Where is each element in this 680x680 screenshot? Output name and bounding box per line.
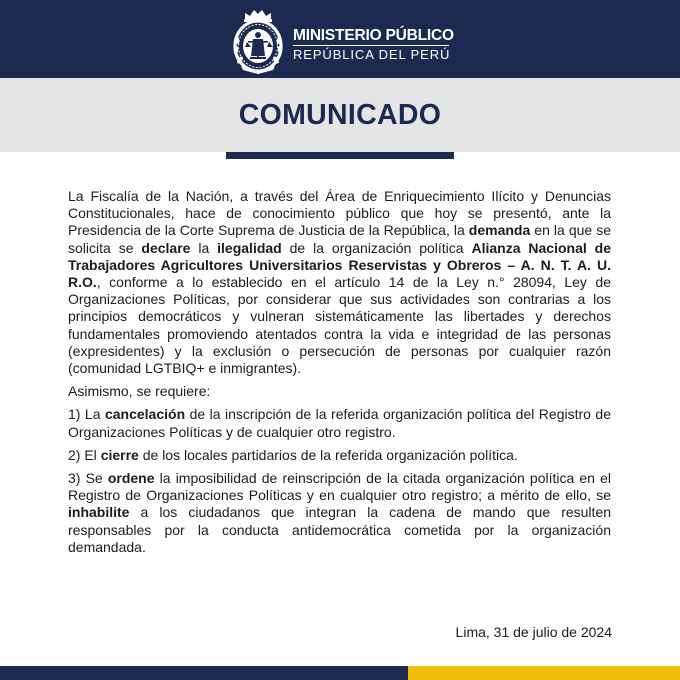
text-run: de la organización política	[281, 239, 472, 256]
organization-name: MINISTERIO PÚBLICO	[293, 27, 454, 44]
communique-body	[68, 188, 611, 562]
paragraph-request-1	[68, 406, 611, 440]
organization-name-block	[293, 27, 454, 62]
bold-text-run: cierre	[100, 446, 139, 463]
text-run: Asimismo, se requiere:	[68, 383, 211, 400]
text-run: 1) La	[68, 406, 105, 423]
text-run: La Fiscalía de la Nación, a través del Área de Enriquecimiento Ilícito y Denuncias Constitucionales, hace de conocimiento público que hoy se presentó, ante la Presidencia de la Corte Suprema de Justicia de la República, la	[68, 188, 611, 239]
bold-text-run: inhabilite	[68, 504, 130, 521]
organization-divider	[293, 45, 449, 46]
text-run: , conforme a lo establecido en el artículo 14 de la Ley n.° 28094, Ley de Organizaciones Políticas, por considerar que sus actividades son contrarias a los principios democráticos y vulneran sistemáticamente las libertades y derechos fundamentales promoviendo atentados contra la vida e integridad de las personas (expresidentes) y la exclusión o persecución de personas por cualquier razón (comunidad LGTBIQ+ e inmigrantes).	[68, 274, 611, 377]
paragraph-intro	[68, 188, 611, 377]
bold-text-run: Alianza Nacional de Trabajadores Agricultores Universitarios Reservistas y Obreros – A. N. T. A. U. R.O.	[68, 239, 611, 291]
text-run: 3) Se	[68, 470, 108, 487]
paragraph-request-intro	[68, 383, 611, 400]
text-run: a los ciudadanos que integran la cadena de mando que resulten responsables por la conducta antidemocrática cometida por la organización demandada.	[68, 504, 611, 555]
text-run: la	[190, 239, 218, 256]
page-title: COMUNICADO	[238, 99, 442, 131]
text-run: 2) El	[68, 446, 101, 463]
text-run: en la que se solicita se	[68, 222, 612, 256]
bold-text-run: declare	[141, 239, 191, 256]
title-underline	[226, 152, 454, 159]
text-run: la imposibilidad de reinscripción de la citada organización política en el Registro de Organizaciones Políticas y en cualquier otro registro; a mérito de ello, se	[68, 470, 612, 504]
bold-text-run: ilegalidad	[217, 239, 282, 256]
bold-text-run: cancelación	[104, 406, 186, 423]
text-run: de la inscripción de la referida organización política del Registro de Organizaciones Políticas y de cualquier otro registro.	[68, 406, 611, 440]
paragraph-request-2	[68, 447, 611, 464]
organization-subtitle: REPÚBLICA DEL PERÚ	[293, 47, 451, 62]
date-line: Lima, 31 de julio de 2024	[455, 624, 612, 640]
footer-stripe-gold	[408, 666, 680, 680]
header-bar	[0, 0, 680, 78]
bold-text-run: ordene	[107, 470, 155, 487]
paragraph-request-3	[68, 470, 611, 556]
coat-of-arms-icon	[231, 6, 285, 74]
footer-stripe-navy	[0, 666, 408, 680]
bold-text-run: demanda	[468, 222, 531, 239]
text-run: de los locales partidarios de la referida organización política.	[138, 446, 518, 463]
